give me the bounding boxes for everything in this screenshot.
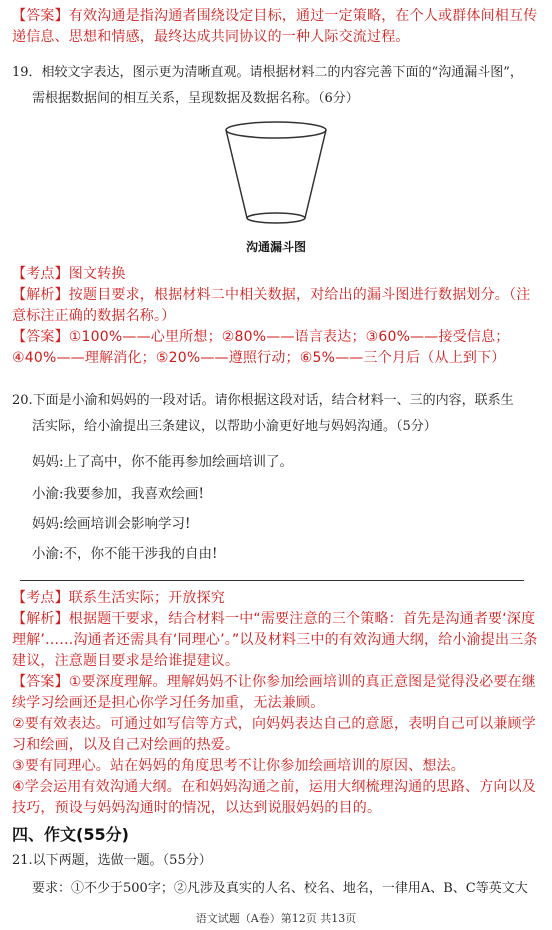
q20-answer-1: 【答案】①要深度理解。理解妈妈不让你参加绘画培训的真正意图是觉得没必要在继续学习绘画还是担心你学习任务加重，无法兼顾。 xyxy=(12,674,536,711)
question-21-requirement: 要求：①不少于500字；②凡涉及真实的人名、校名、地名，一律用A、B、C等英文大 xyxy=(32,881,528,896)
question-19-line-2: 需根据数据间的相互关系，呈现数据及数据名称。（6分） xyxy=(32,91,359,106)
funnel-cup-icon xyxy=(216,118,336,230)
q19-kaodian: 【考点】图文转换 xyxy=(12,266,126,282)
dialog-line-4: 小渝:不，你不能干涉我的自由! xyxy=(32,546,218,562)
answer-block-top: 【答案】有效沟通是指沟通者围绕设定目标，通过一定策略，在个人或群体间相互传递信息、思想和情感，最终达成共同协议的一种人际交流过程。 xyxy=(12,8,538,45)
funnel-caption: 沟通漏斗图 xyxy=(245,240,306,254)
dialog-line-2: 小渝:我要参加，我喜欢绘画! xyxy=(32,486,204,502)
dialog-line-1: 妈妈:上了高中，你不能再参加绘画培训了。 xyxy=(32,454,294,470)
question-20-line-2: 活实际，给小渝提出三条建议，以帮助小渝更好地与妈妈沟通。（5分） xyxy=(32,419,437,434)
question-21: 21.以下两题，选做一题。（55分） xyxy=(12,853,212,868)
q20-kaodian: 【考点】联系生活实际；开放探究 xyxy=(12,590,225,606)
question-20-line-1: 20.下面是小渝和妈妈的一段对话。请你根据这段对话，结合材料一、三的内容，联系生 xyxy=(12,393,514,408)
q20-jiexi: 【解析】根据题干要求，结合材料一中“需要注意的三个策略：首先是沟通者要‘深度理解’……沟通者还需具有‘同理心’。”以及材料三中的有效沟通大纲，给小渝提出三条建议，注意题目要求是给谁提建议。 xyxy=(12,611,538,669)
q20-answer-2: ②要有效表达。可通过如写信等方式，向妈妈表达自己的意愿，表明自己可以兼顾学习和绘画，以及自己对绘画的热爱。 xyxy=(12,716,536,753)
q19-jiexi: 【解析】按题目要求，根据材料二中相关数据，对给出的漏斗图进行数据划分。（注意标注正确的数据名称。） xyxy=(12,287,531,324)
section-4-title: 四、作文(55分) xyxy=(12,825,129,844)
dialog-line-3: 妈妈:绘画培训会影响学习! xyxy=(32,516,191,532)
question-19-line-1: 19．相较文字表达，图示更为清晰直观。请根据材料二的内容完善下面的“沟通漏斗图”， xyxy=(12,65,523,80)
q20-answer-3: ③要有同理心。站在妈妈的角度思考不让你参加绘画培训的原因、想法。 xyxy=(12,758,465,774)
funnel-diagram xyxy=(216,118,336,230)
divider xyxy=(20,580,524,581)
page-footer: 语文试题（A卷）第12页 共13页 xyxy=(195,912,357,925)
q20-answer-4: ④学会运用有效沟通大纲。在和妈妈沟通之前，运用大纲梳理沟通的思路、方向以及技巧，预设与妈妈沟通时的情况，以达到说服妈妈的目的。 xyxy=(12,779,536,816)
q19-answer: 【答案】①100%——心里所想；②80%——语言表达；③60%——接受信息；④40%——理解消化；⑤20%——遵照行动；⑥5%——三个月后（从上到下） xyxy=(12,329,510,366)
